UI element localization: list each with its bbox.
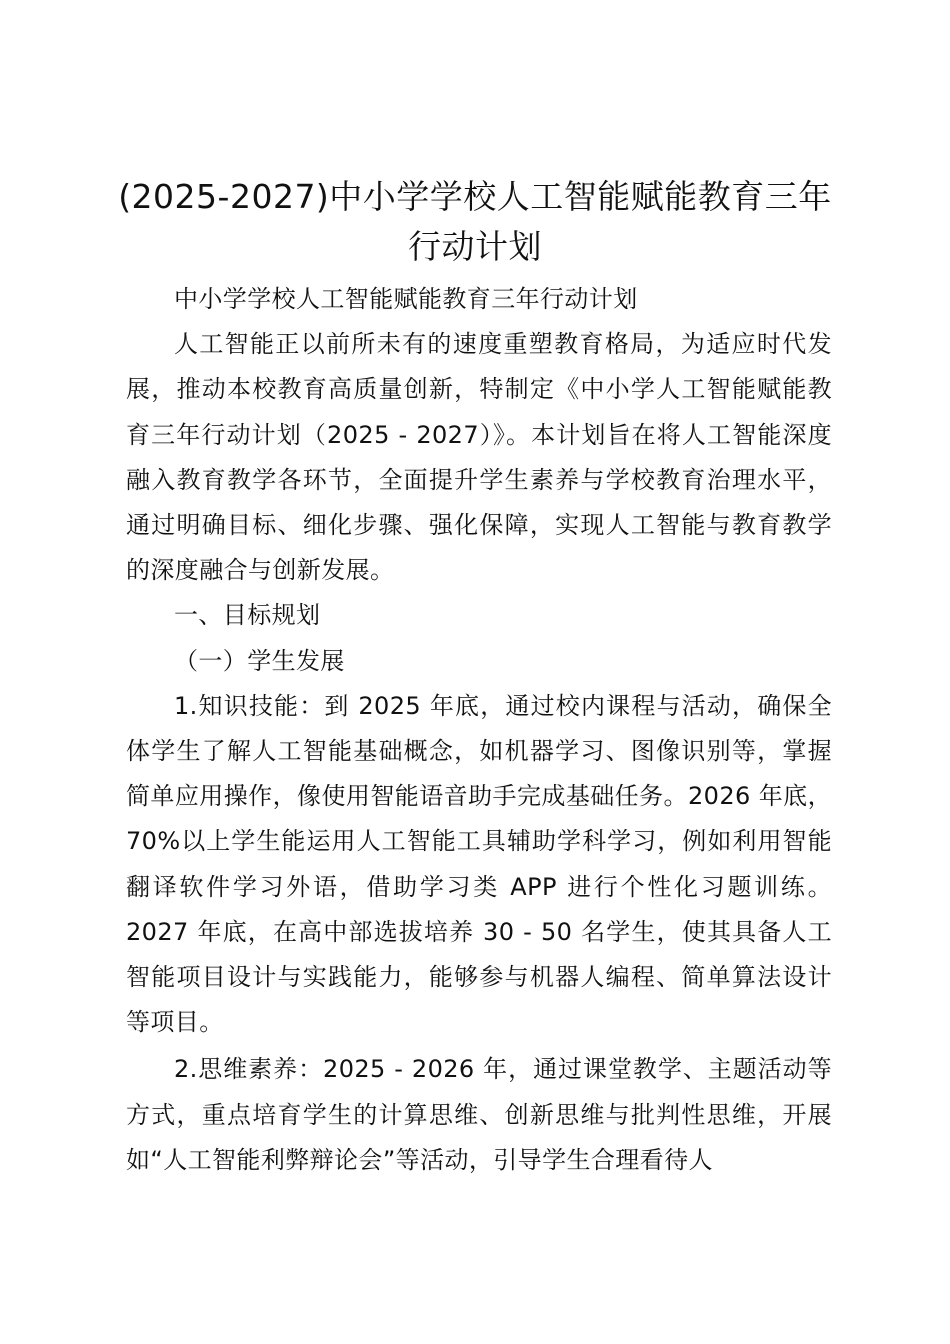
document-title: (2025-2027)中小学学校人工智能赋能教育三年行动计划 — [118, 177, 832, 266]
section-heading: 一、目标规划 — [174, 601, 321, 630]
document-body — [126, 277, 832, 1183]
knowledge-skills-paragraph: 1.知识技能：到 2025 年底，通过校内课程与活动，确保全体学生了解人工智能基础概念，如机器学习、图像识别等，掌握简单应用操作，像使用智能语音助手完成基础任务。2026 年底，70%以上学生能运用人工智能工具辅助学科学习，例如利用智能翻译软件学习外语，借助学习类 APP 进行个性化习题训练。2027 年底，在高中部选拔培养 30 - 50 名学生，使其具备人工智能项目设计与实践能力，能够参与机器人编程、简单算法设计等项目。 — [126, 691, 832, 1037]
subsection-heading: （一）学生发展 — [174, 646, 345, 675]
subtitle-paragraph: 中小学学校人工智能赋能教育三年行动计划 — [174, 285, 638, 313]
thinking-literacy-paragraph: 2.思维素养：2025 - 2026 年，通过课堂教学、主题活动等方式，重点培育学生的计算思维、创新思维与批判性思维，开展如“人工智能利弊辩论会”等活动，引导学生合理看待人 — [126, 1055, 832, 1174]
intro-paragraph: 人工智能正以前所未有的速度重塑教育格局，为适应时代发展，推动本校教育高质量创新，特制定《中小学人工智能赋能教育三年行动计划（2025 - 2027）》。本计划旨在将人工智能深度融入教育教学各环节，全面提升学生素养与学校教育治理水平，通过明确目标、细化步骤、强化保障，实现人工智能与教育教学的深度融合与创新发展。 — [126, 330, 832, 585]
